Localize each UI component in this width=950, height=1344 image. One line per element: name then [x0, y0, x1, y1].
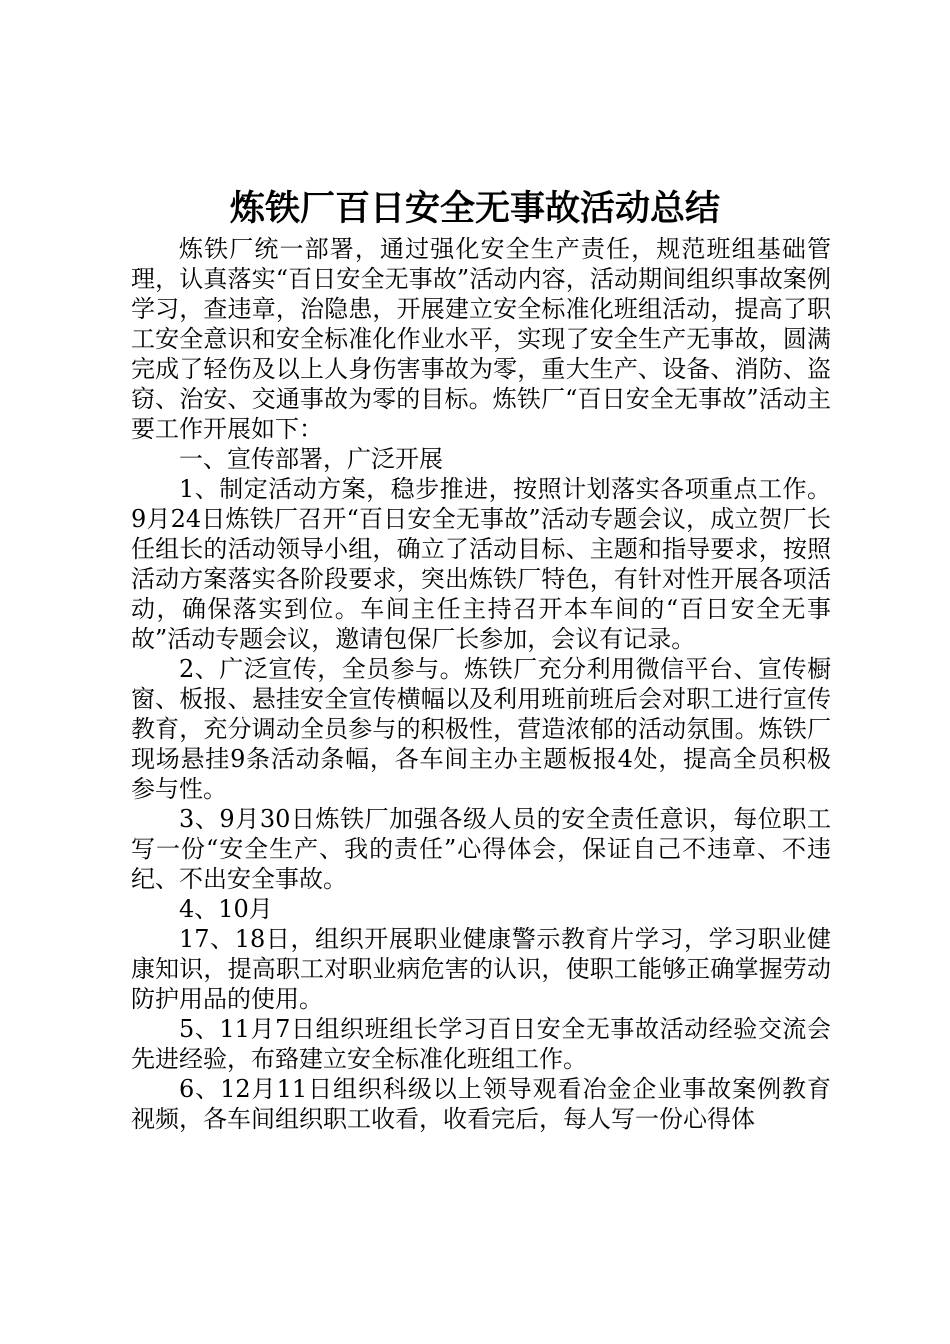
paragraph-item-6: 6、12月11日组织科级以上领导观看冶金企业事故案例教育视频，各车间组织职工收看，收看完后，每人写一份心得体	[131, 1075, 831, 1133]
section-heading-1: 一、宣传部署，广泛开展	[179, 445, 443, 473]
paragraph-item-4-detail: 17、18日，组织开展职业健康警示教育片学习，学习职业健康知识，提高职工对职业病危害的认识，使职工能够正确掌握劳动防护用品的使用。	[131, 925, 831, 1013]
paragraph-item-3: 3、9月30日炼铁厂加强各级人员的安全责任意识，每位职工写一份“安全生产、我的责任”心得体会，保证自己不违章、不违纪、不出安全事故。	[131, 805, 831, 893]
paragraph-item-1: 1、制定活动方案，稳步推进，按照计划落实各项重点工作。9月24日炼铁厂召开“百日安全无事故”活动专题会议，成立贺厂长任组长的活动领导小组，确立了活动目标、主题和指导要求，按照活动方案落实各阶段要求，突出炼铁厂特色，有针对性开展各项活动，确保落实到位。车间主任主持召开本车间的“百日安全无事故”活动专题会议，邀请包保厂长参加，会议有记录。	[131, 475, 831, 653]
document-body	[131, 234, 831, 1134]
paragraph-intro: 炼铁厂统一部署，通过强化安全生产责任，规范班组基础管理，认真落实“百日安全无事故”活动内容，活动期间组织事故案例学习，查违章，治隐患，开展建立安全标准化班组活动，提高了职工安全意识和安全标准化作业水平，实现了安全生产无事故，圆满完成了轻伤及以上人身伤害事故为零，重大生产、设备、消防、盗窃、治安、交通事故为零的目标。炼铁厂“百日安全无事故”活动主要工作开展如下：	[131, 235, 831, 443]
paragraph-item-5: 5、11月7日组织班组长学习百日安全无事故活动经验交流会先进经验，布臵建立安全标准化班组工作。	[131, 1015, 831, 1073]
paragraph-item-2: 2、广泛宣传，全员参与。炼铁厂充分利用微信平台、宣传橱窗、板报、悬挂安全宣传横幅以及利用班前班后会对职工进行宣传教育，充分调动全员参与的积极性，营造浓郁的活动氛围。炼铁厂现场悬挂9条活动条幅，各车间主办主题板报4处，提高全员积极参与性。	[131, 655, 831, 803]
paragraph-item-4: 4、10月	[179, 895, 273, 923]
document-title: 炼铁厂百日安全无事故活动总结	[229, 188, 720, 229]
